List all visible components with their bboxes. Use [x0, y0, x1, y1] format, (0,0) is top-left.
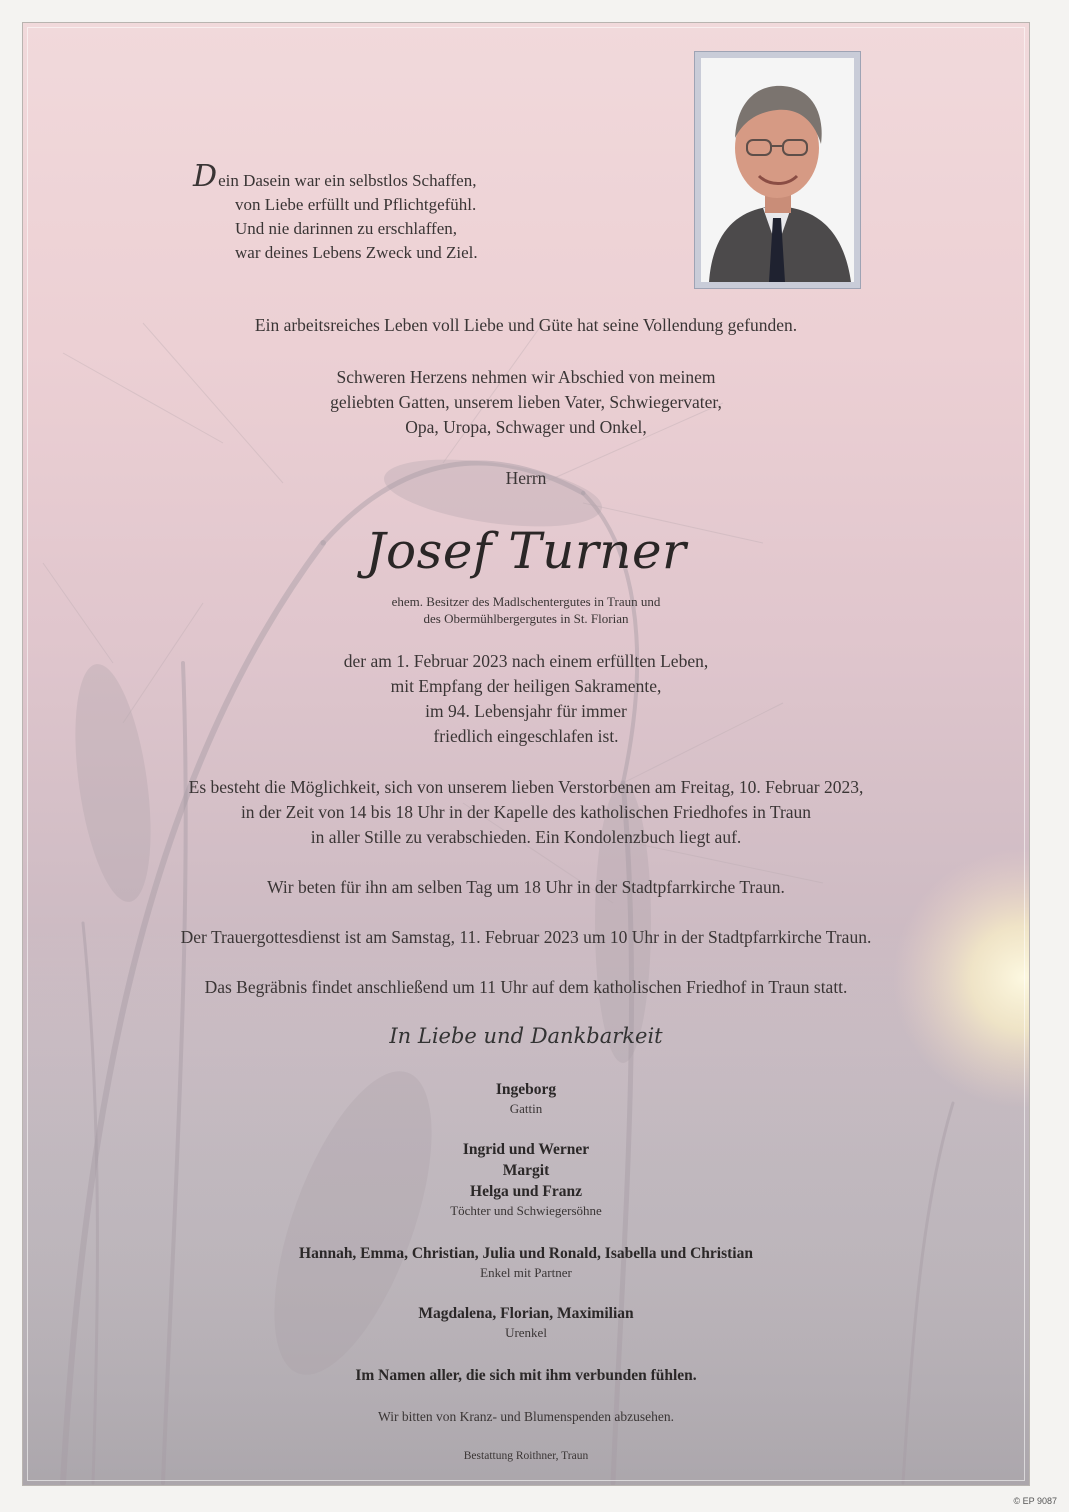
burial-info: Das Begräbnis findet anschließend um 11 Uhr auf dem katholischen Friedhof in Traun statt.: [204, 977, 848, 997]
farewell-text: Schweren Herzens nehmen wir Abschied von meinem geliebten Gatten, unserem lieben Vater, Schwiegervater, Opa, Uropa, Schwager und Onkel,: [330, 367, 722, 437]
poem-line-3: Und nie darinnen zu erschlaffen,: [235, 219, 458, 238]
undertaker: Bestattung Roithner, Traun: [463, 1450, 589, 1462]
corner-code: © EP 9087: [1013, 1496, 1057, 1506]
mourner-role: Gattin: [509, 1101, 543, 1116]
poem-line-4: war deines Lebens Zweck und Ziel.: [235, 243, 478, 262]
closing-line: Im Namen aller, die sich mit ihm verbunden fühlen.: [355, 1367, 697, 1384]
mourner-role: Töchter und Schwiegersöhne: [450, 1203, 602, 1218]
prayer-info: Wir beten für ihn am selben Tag um 18 Uhr in der Stadtpfarrkirche Traun.: [267, 877, 785, 897]
death-notice: der am 1. Februar 2023 nach einem erfüllten Leben, mit Empfang der heiligen Sakramente, im 94. Lebensjahr für immer friedlich eingeschlafen ist.: [343, 651, 709, 746]
poem-line-2: von Liebe erfüllt und Pflichtgefühl.: [235, 195, 477, 214]
mourner-group-3: Hannah, Emma, Christian, Julia und Ronald, Isabella und Christian Enkel mit Partner: [23, 1243, 1029, 1281]
salutation: Herrn: [505, 468, 547, 488]
viewing-info: Es besteht die Möglichkeit, sich von unserem lieben Verstorbenen am Freitag, 10. Februar 2023, in der Zeit von 14 bis 18 Uhr in der Kapelle des katholischen Friedhofes in Traun in aller Stille zu verabschieden. Ein Kondolenzbuch liegt auf.: [188, 777, 864, 847]
service-info: Der Trauergottesdienst ist am Samstag, 11. Februar 2023 um 10 Uhr in der Stadtpfarrkirche Traun.: [180, 927, 872, 947]
flowers-note: Wir bitten von Kranz- und Blumenspenden abzusehen.: [378, 1409, 674, 1424]
mourner-group-4: Magdalena, Florian, Maximilian Urenkel: [23, 1303, 1029, 1341]
obituary-card: [22, 22, 1030, 1486]
poem: [193, 159, 653, 265]
mourner-group-2: Ingrid und Werner Margit Helga und Franz Töchter und Schwiegersöhne: [23, 1139, 1029, 1219]
deceased-name: Josef Turner: [365, 522, 687, 580]
obituary-content: [23, 23, 1029, 1485]
poem-line-1: Dein Dasein war ein selbstlos Schaffen,: [193, 159, 477, 194]
mourner-role: Urenkel: [505, 1325, 547, 1340]
portrait-photo-icon: [701, 58, 854, 282]
deceased-titles: ehem. Besitzer des Madlschentergutes in Traun und des Obermühlbergergutes in St. Florian: [391, 594, 661, 626]
signoff: In Liebe und Dankbarkeit: [389, 1024, 663, 1048]
intro-text: Ein arbeitsreiches Leben voll Liebe und Güte hat seine Vollendung gefunden.: [254, 315, 798, 335]
mourner-group-1: Ingeborg Gattin: [23, 1079, 1029, 1117]
poem-dropcap: D: [193, 159, 218, 194]
mourner-role: Enkel mit Partner: [480, 1265, 572, 1280]
portrait-frame: [694, 51, 861, 289]
